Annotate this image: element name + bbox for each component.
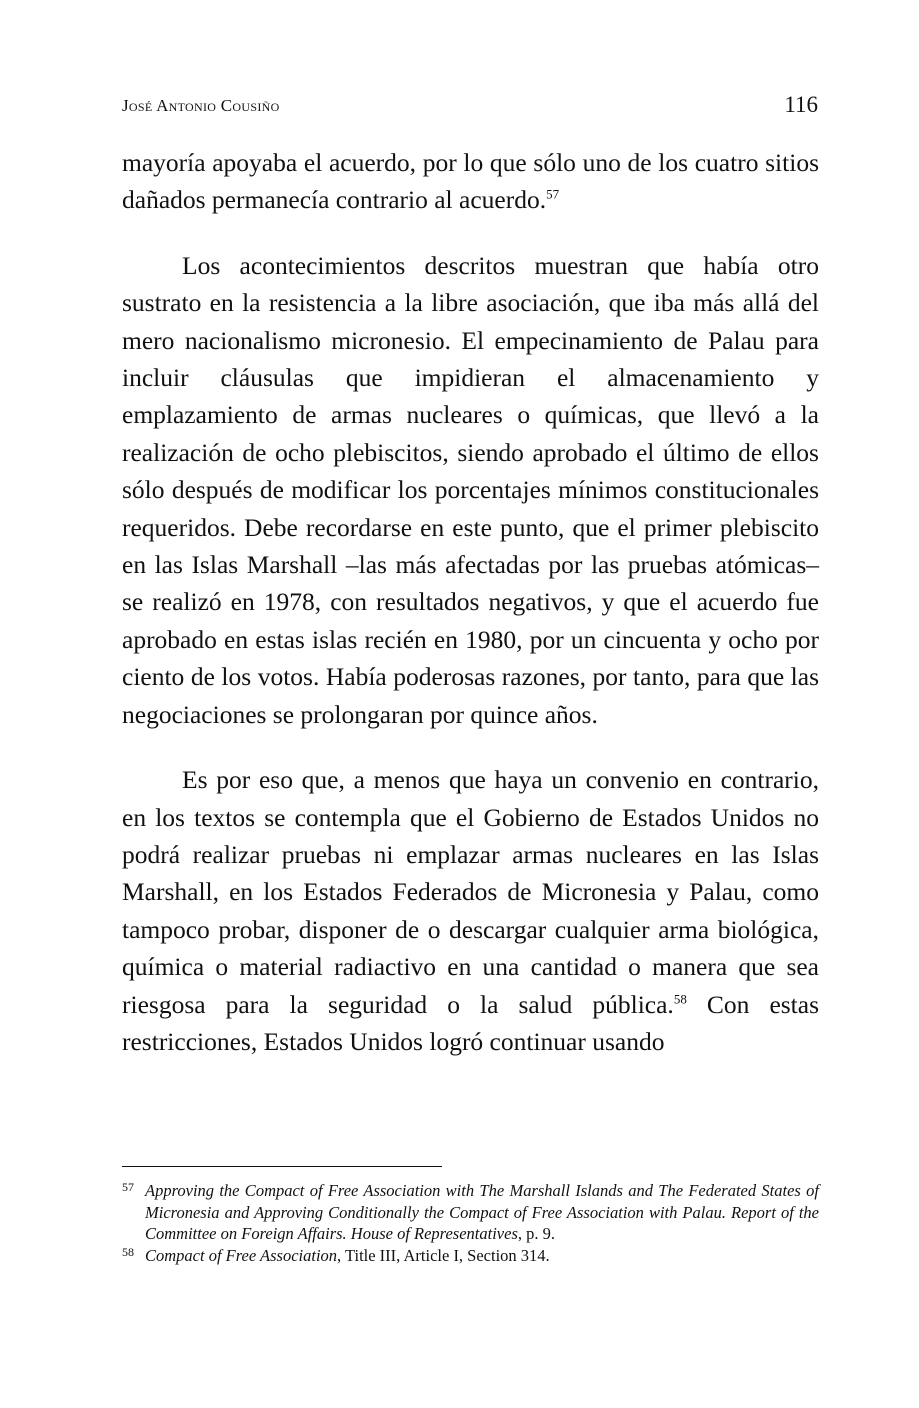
paragraph-2: Los acontecimientos descritos muestran que había otro sustrato en la resistencia a la libre asociación, que iba más allá del mero nacionalismo micronesio. El empecinamiento de Palau para incluir cláusulas que impidieran el almacenamiento y emplazamiento de armas nucleares o químicas, que llevó a la realización de ocho plebiscitos, siendo aprobado el último de ellos sólo después de modificar los porcentajes mínimos constitucionales requeridos. Debe recordarse en este punto, que el primer plebiscito en las Islas Marshall –las más afectadas por las pruebas atómicas– se realizó en 1978, con resultados negativos, y que el acuerdo fue aprobado en estas islas recién en 1980, por un cincuenta y ocho por ciento de los votos. Había poderosas razones, por tanto, para que las negociaciones se prolongaran por quince años.: [122, 250, 819, 729]
author-name: José Antonio Cousiño: [122, 96, 280, 115]
body-text: [122, 144, 819, 1060]
footnote-number: 57: [122, 1180, 134, 1194]
paragraph-1-text: mayoría apoyaba el acuerdo, por lo que sólo uno de los cuatro sitios dañados permanecía contrario al acuerdo.: [122, 148, 819, 215]
footnote-citation-rest: , p. 9.: [517, 1224, 556, 1244]
footnote-divider: [122, 1166, 442, 1167]
page-number: 116: [784, 92, 818, 117]
footnote-citation-title: Compact of Free Association: [145, 1245, 338, 1265]
footnote-citation-title: Approving the Compact of Free Association with The Marshall Islands and The Federated States of Micronesia and Approving Conditionally the Compact of Free Association with Palau. Report of the Committee on Foreign Affairs. House of Representatives: [145, 1181, 819, 1244]
footnote-58: [122, 1245, 819, 1267]
footnote-number: 58: [122, 1244, 134, 1259]
footnote-57: [122, 1180, 819, 1245]
footnote-ref-58: 58: [673, 991, 687, 1007]
paragraph-3-text-a: Es por eso que, a menos que haya un convenio en contrario, en los textos se contempla que el Gobierno de Estados Unidos no podrá realizar pruebas ni emplazar armas nucleares en las Islas Marshall, en los Estados Federados de Micronesia y Palau, como tampoco probar, disponer de o descargar cualquier arma biológica, química o material radiactivo en una cantidad o manera que sea riesgosa para la seguridad o la salud pública.: [122, 765, 819, 1019]
paragraph-3-text-b: Con estas restricciones, Estados Unidos logró continuar usando: [122, 989, 820, 1056]
running-header: [122, 92, 818, 122]
paragraph-1: [122, 144, 819, 219]
footnote-citation-rest: , Title III, Article I, Section 314.: [337, 1245, 550, 1265]
footnotes: [122, 1180, 819, 1266]
footnote-ref-57: 57: [546, 186, 560, 202]
paragraph-3: [122, 761, 819, 1060]
